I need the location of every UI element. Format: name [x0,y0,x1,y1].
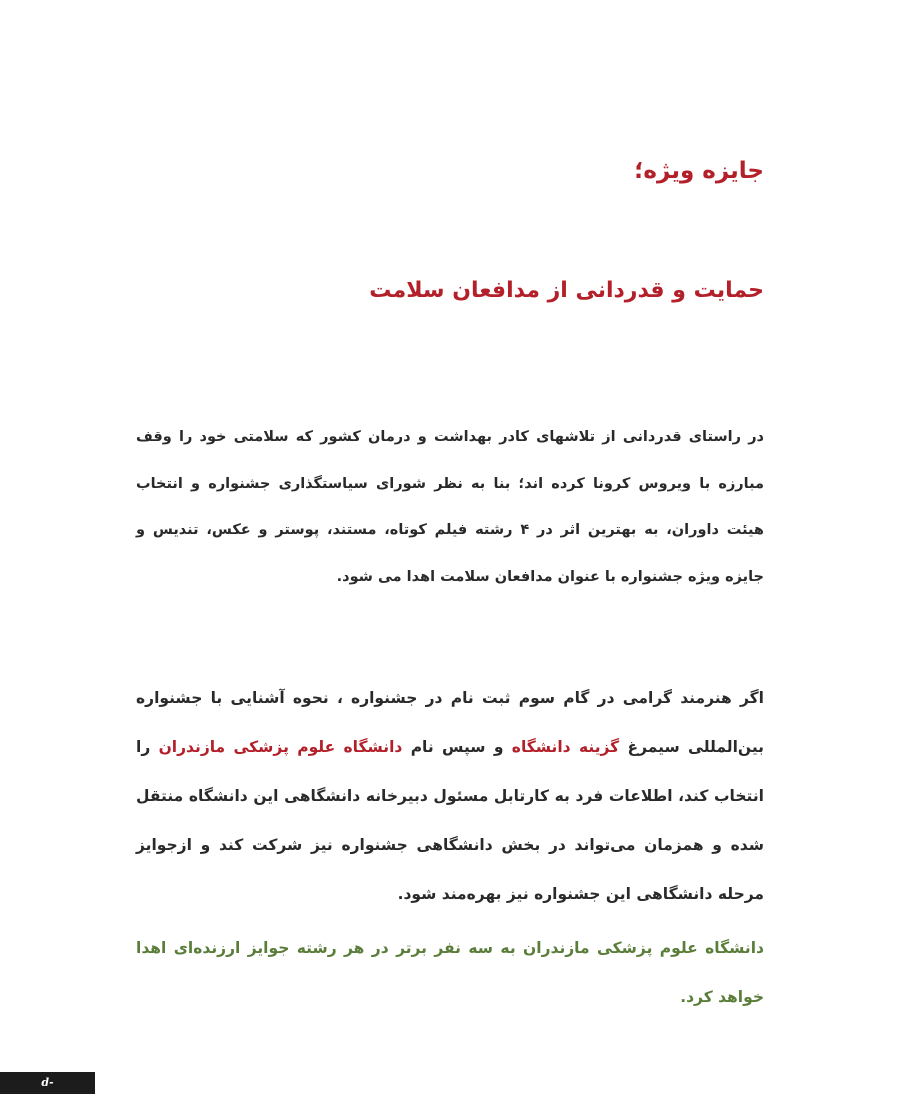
special-award-heading: جایزه ویژه؛ [634,158,764,184]
registration-text-part-2: و سپس نام [402,738,512,756]
registration-text-part-1: اگر هنرمند گرامی در گام سوم ثبت نام در جشنواره ، نحوه آشنایی با جشنواره بین‌المللی سیمرغ [136,689,764,756]
site-url-badge: d-amol.tvu.ac.ir [0,1072,95,1094]
award-description-paragraph: در راستای قدردانی از تلاشهای کادر بهداشت و درمان کشور که سلامتی خود را وقف مبارزه با ویروس کرونا کرده اند؛ بنا به نظر شورای سیاستگذاری جشنواره و انتخاب هیئت داوران، به بهترین اثر در ۴ رشته فیلم کوتاه، مستند، پوستر و عکس، تندیس و جایزه ویژه جشنواره با عنوان مدافعان سلامت اهدا می شود. [136,429,764,585]
university-name-highlight: دانشگاه علوم پزشکی مازندران [158,738,403,756]
prizes-paragraph: دانشگاه علوم پزشکی مازندران به سه نفر برتر در هر رشته جوایز ارزنده‌ای اهدا خواهد کرد. [136,939,764,1006]
registration-instructions-paragraph [136,674,764,919]
university-option-highlight: گزینه دانشگاه [511,738,620,756]
health-defenders-heading: حمایت و قدردانی از مدافعان سلامت [369,278,764,303]
registration-text-part-3: را انتخاب کند، اطلاعات فرد به کارتابل مسئول دبیرخانه دانشگاهی این دانشگاه منتقل شده و همزمان می‌تواند در بخش دانشگاهی جشنواره نیز شرکت کند و ازجوایز مرحله دانشگاهی این جشنواره نیز بهره‌مند شود. [136,738,764,903]
